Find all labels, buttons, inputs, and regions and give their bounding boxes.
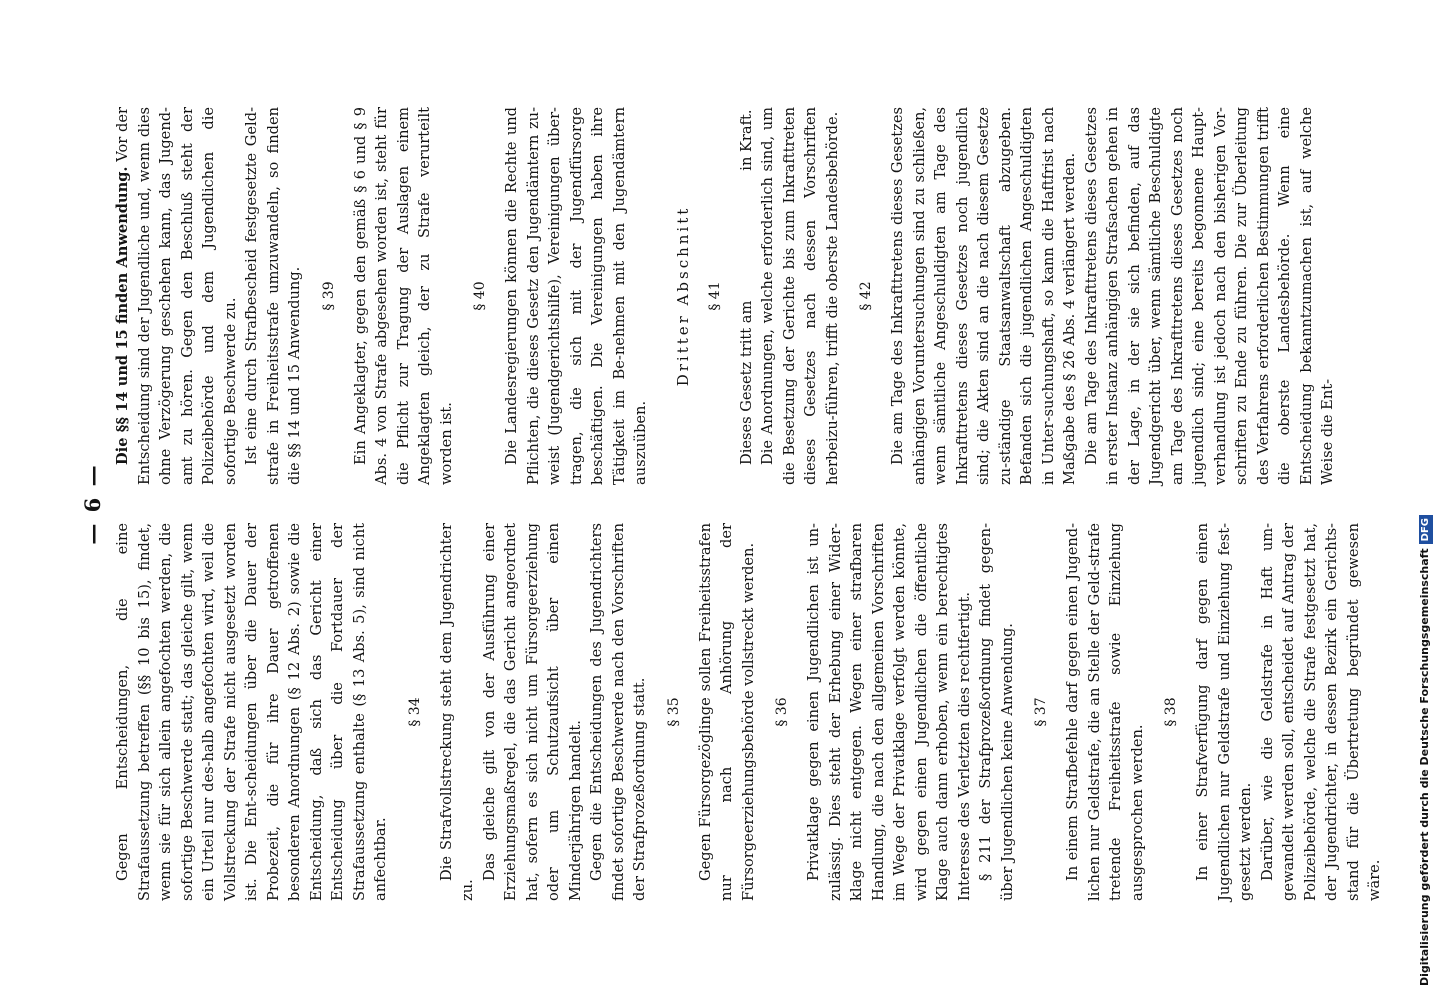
- section-heading-36: § 36: [774, 697, 790, 727]
- section-heading-34: § 34: [406, 697, 423, 727]
- section-heading-37: § 37: [1033, 697, 1049, 727]
- paragraph: In einem Strafbefehle darf gegen einen Jugend-lichen nur Geldstrafe, die an Stelle der Geld-strafe tretende Freiheitsstrafe sowie Einziehung ausgesprochen werden.: [1064, 523, 1146, 901]
- paragraph: Privatklage gegen einen Jugendlichen ist un-zulässig. Dies steht der Erhebung einer Wider-klage nicht entgegen. Wegen einer strafbaren Handlung, die nach den allgemeinen Vorschriften im Wege der Privatklage verfolgt werden könnte, wird gegen einen Jugendlichen die öffentliche Klage auch dann erhoben, wenn ein berechtigtes Interesse des Verletzten dies rechtfertigt.: [805, 523, 973, 901]
- paragraph: Ist eine durch Strafbescheid festgesetzte Geld-strafe in Freiheitsstrafe umzuwandeln, so finden die §§ 14 und 15 Anwendung.: [243, 107, 303, 485]
- left-column: [112, 523, 1386, 901]
- paragraph: [112, 107, 241, 485]
- section-heading-35: § 35: [665, 697, 682, 727]
- section-heading-41: § 41: [706, 281, 723, 311]
- paragraph-continuation: Vor der Entscheidung sind der Jugendliche und, wenn dies ohne Verzögerung geschehen kann, das Jugend-amt zu hören. Gegen den Beschluß steht der Polizeibehörde und dem Jugendlichen die sofortige Beschwerde zu.: [114, 106, 239, 485]
- paragraph: Darüber, wie die Geldstrafe in Haft um-gewandelt werden soll, entscheidet auf Antrag der Polizeibehörde, welche die Strafe festgesetzt hat, der Jugendrichter, in dessen Bezirk ein Gerichts-stand für die Übertretung begründet gewesen wäre.: [1258, 523, 1383, 901]
- paragraph: § 211 der Strafprozeßordnung findet gegen-über Jugendlichen keine Anwendung.: [977, 523, 1016, 901]
- paragraph: Die Anordnungen, welche erforderlich sind, um die Besetzung der Gerichte bis zum Inkrafttreten dieses Gesetzes nach dessen Vorschriften herbeizu-führen, trifft die oberste Landesbehörde.: [759, 107, 841, 485]
- right-column: [112, 107, 1339, 485]
- rotated-page: [80, 99, 1383, 909]
- digitization-credit: [1418, 0, 1432, 986]
- paragraph: Gegen Entscheidungen, die eine Strafaussetzung betreffen (§§ 10 bis 15), findet, wenn sie für sich allein angefochten werden, die sofortige Beschwerde statt; das gleiche gilt, wenn ein Urteil nur des-halb angefochten wird, weil die Vollstreckung der Strafe nicht ausgesetzt worden ist. Die Ent-scheidungen über die Dauer der Probezeit, die für ihre Dauer getroffenen besonderen Anordnungen (§ 12 Abs. 2) sowie die Entscheidung, daß sich das Gericht einer Entscheidung über die Fortdauer der Strafaussetzung enthalte (§ 13 Abs. 5), sind nicht anfechtbar.: [114, 523, 389, 901]
- page-number: — 6 —: [80, 463, 105, 545]
- section-heading-40: § 40: [472, 281, 488, 311]
- chapter-heading: Dritter Abschnitt: [673, 205, 692, 387]
- paragraph: Gegen Fürsorgezöglinge sollen Freiheitsstrafen nur nach Anhörung der Fürsorgeerziehungsbehörde vollstreckt werden.: [696, 523, 757, 901]
- paragraph: Die am Tage des Inkrafttretens dieses Gesetzes in erster Instanz anhängigen Strafsachen gehen in der Lage, in der sie sich befinden, auf das Jugendgericht über, wenn sämtliche Beschuldigte am Tage des Inkrafttretens dieses Gesetzes noch jugendlich sind; eine bereits begonnene Haupt-verhandlung ist jedoch nach den bisherigen Vor-schriften zu Ende zu führen. Die zur Überleitung des Verfahrens erforderlichen Bestimmungen trifft die oberste Landesbehörde. Wenn eine Entscheidung bekanntzumachen ist, auf welche Weise die Ent-: [1082, 107, 1336, 485]
- paragraph: Die am Tage des Inkrafttretens dieses Gesetzes anhängigen Voruntersuchungen sind zu schließen, wenn sämtliche Angeschuldigten am Tage des Inkrafttretens dieses Gesetzes noch jugendlich sind; die Akten sind an die nach diesem Gesetze zu-ständige Staatsanwaltschaft abzugeben. Befanden sich die jugendlichen Angeschuldigten in Unter-suchungshaft, so kann die Haftfrist nach Maßgabe des § 26 Abs. 4 verlängert werden.: [889, 107, 1078, 485]
- section-heading-42: § 42: [858, 281, 874, 311]
- text-fragment: Dieses Gesetz tritt am: [737, 300, 755, 465]
- credit-text: Digitalisierung gefördert durch die Deutsche Forschungsgemeinschaft: [1418, 548, 1431, 986]
- section-heading-39: § 39: [320, 281, 337, 311]
- section-heading-38: § 38: [1163, 697, 1179, 727]
- bold-phrase: Die §§ 14 und 15 finden Anwendung.: [114, 166, 131, 465]
- dfg-logo: DFG: [1419, 515, 1433, 544]
- paragraph: Gegen die Entscheidungen des Jugendrichters findet sofortige Beschwerde nach den Vorschriften der Strafprozeßordnung statt.: [588, 523, 648, 901]
- paragraph: Die Strafvollstreckung steht dem Jugendrichter zu.: [437, 523, 476, 901]
- paragraph: Ein Angeklagter, gegen den gemäß § 6 und § 9 Abs. 4 von Strafe abgesehen worden ist, steht für die Pflicht zur Tragung der Auslagen einem Angeklagten gleich, der zu Strafe verurteilt worden ist.: [351, 107, 455, 485]
- text-fragment: in Kraft.: [737, 109, 755, 171]
- paragraph: In einer Strafverfügung darf gegen einen Jugendlichen nur Geldstrafe und Einziehung fest-gesetzt werden.: [1194, 523, 1254, 901]
- paragraph: Die Landesregierungen können die Rechte und Pflichten, die dieses Gesetz den Jugendämtern zu-weist (Jugendgerichtshilfe), Vereinigungen über-tragen, die sich mit der Jugendfürsorge beschäftigen. Die Vereinigungen haben ihre Tätigkeit im Be-nehmen mit den Jugendämtern auszuüben.: [503, 107, 649, 485]
- paragraph: [736, 107, 758, 485]
- paragraph: Das gleiche gilt von der Ausführung einer Erziehungsmaßregel, die das Gericht angeordnet hat, sofern es sich nicht um Fürsorgeerziehung oder um Schutzaufsicht über einen Minderjährigen handelt.: [480, 523, 584, 901]
